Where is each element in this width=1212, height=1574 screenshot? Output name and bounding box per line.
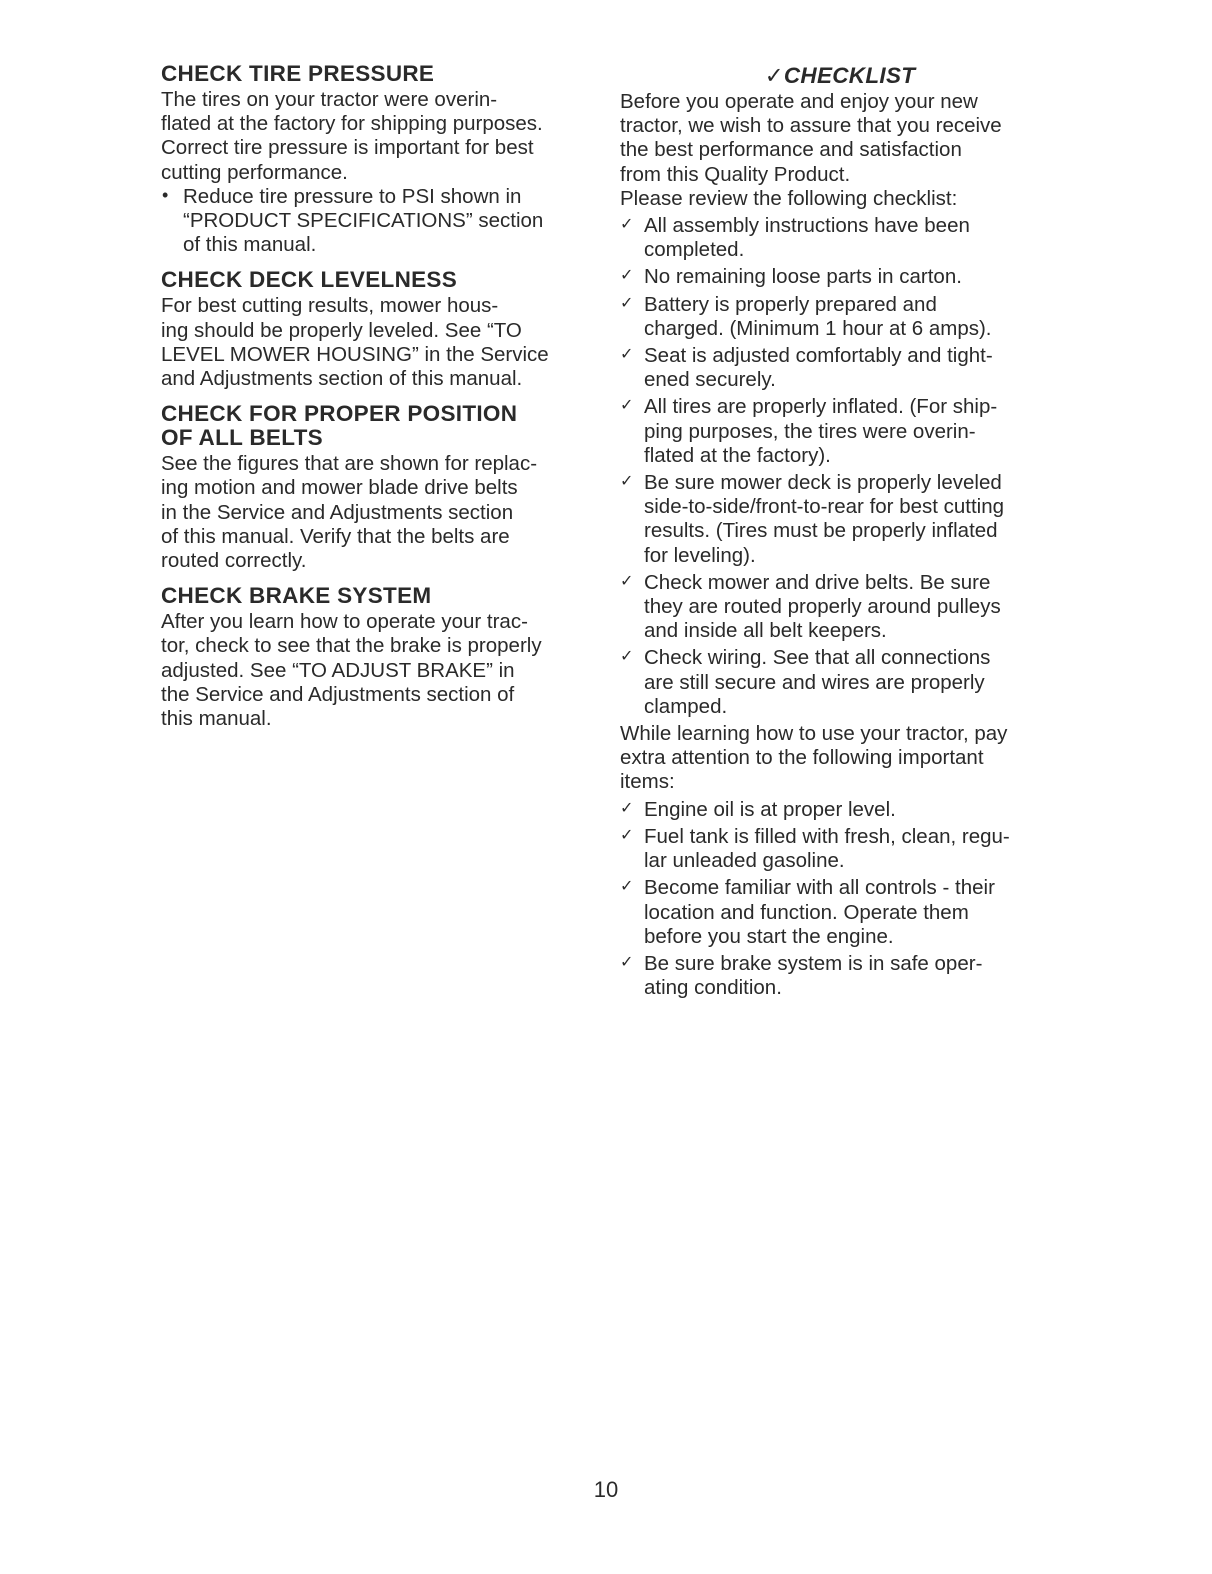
checklist-item	[620, 876, 1060, 949]
section-heading: CHECK BRAKE SYSTEM	[161, 583, 432, 609]
checklist-item-text: Engine oil is at proper level.	[644, 797, 896, 821]
section-body: See the figures that are shown for replac- ing motion and mower blade drive belts in the Service and Adjustments section of this manual. Verify that the belts are routed correctly.	[161, 452, 538, 573]
checklist-items	[620, 214, 1060, 719]
right-column	[620, 62, 1060, 1000]
checklist-item-text: Become familiar with all controls - their location and function. Operate them before you start the engine.	[644, 876, 995, 948]
checklist-item-text: All assembly instructions have been completed.	[644, 214, 970, 262]
deck-levelness-section	[161, 268, 593, 391]
checkmark-icon: ✓	[620, 799, 634, 817]
checklist-item	[620, 395, 1060, 468]
checklist-heading: ✓CHECKLIST	[764, 63, 916, 88]
checklist-item-text: No remaining loose parts in carton.	[644, 265, 962, 289]
checklist-item-text: Battery is properly prepared and charged. (Minimum 1 hour at 6 amps).	[644, 292, 992, 340]
checklist-item-text: All tires are properly inflated. (For ship- ping purposes, the tires were overin- flated at the factory).	[644, 395, 998, 467]
while-learning-text: While learning how to use your tractor, pay extra attention to the following important items:	[620, 722, 1008, 794]
checkmark-icon: ✓	[620, 216, 634, 234]
checklist-item	[620, 214, 1060, 262]
section-heading: CHECK FOR PROPER POSITION OF ALL BELTS	[161, 401, 518, 451]
checklist-item	[620, 646, 1060, 719]
checkmark-icon: ✓	[620, 826, 634, 844]
checklist-item-text: Check wiring. See that all connections are still secure and wires are properly clamped.	[644, 646, 991, 718]
checklist-item	[620, 825, 1060, 873]
checklist-item	[620, 344, 1060, 392]
checkmark-icon: ✓	[620, 294, 634, 312]
checkmark-icon: ✓	[620, 473, 634, 491]
bullet-text: Reduce tire pressure to PSI shown in “PRODUCT SPECIFICATIONS” section of this manual.	[183, 184, 544, 257]
belts-section	[161, 402, 593, 573]
tire-pressure-section	[161, 62, 593, 257]
section-body: For best cutting results, mower hous- ing should be properly leveled. See “TO LEVEL MOWER HOUSING” in the Service and Adjustments section of this manual.	[161, 294, 549, 391]
section-body: The tires on your tractor were overin- flated at the factory for shipping purposes. Correct tire pressure is important for best cutting performance.	[161, 88, 543, 184]
checkmark-icon: ✓	[620, 953, 634, 971]
checkmark-icon: ✓	[620, 572, 634, 590]
checklist-item	[620, 265, 1060, 289]
checklist-item-text: Check mower and drive belts. Be sure they are routed properly around pulleys and inside all belt keepers.	[644, 570, 1001, 643]
bullet-item	[161, 185, 593, 258]
checkmark-icon: ✓	[620, 878, 634, 896]
checklist-item	[620, 798, 1060, 822]
page-number: 10	[593, 1477, 619, 1502]
left-column	[161, 62, 593, 731]
checklist-item-text: Be sure brake system is in safe oper- ating condition.	[644, 951, 983, 1000]
checkmark-icon: ✓	[620, 346, 634, 364]
checklist-item	[620, 571, 1060, 644]
section-heading: CHECK TIRE PRESSURE	[161, 61, 435, 86]
checklist-item-text: Be sure mower deck is properly leveled side-to-side/front-to-rear for best cutting results. (Tires must be properly inflated for leveling).	[644, 471, 1005, 567]
checkmark-icon: ✓	[620, 648, 634, 666]
checkmark-icon: ✓	[620, 397, 634, 415]
checklist-item-text: Fuel tank is filled with fresh, clean, regu- lar unleaded gasoline.	[644, 824, 1010, 873]
important-items	[620, 798, 1060, 1001]
section-heading: CHECK DECK LEVELNESS	[161, 267, 458, 293]
checkmark-icon: ✓	[620, 267, 634, 285]
bullet-icon: •	[162, 184, 169, 205]
checklist-intro: Before you operate and enjoy your new tractor, we wish to assure that you receive the best performance and satisfaction from this Quality Product. Please review the following checklist:	[620, 90, 1002, 210]
checklist-item	[620, 952, 1060, 1000]
checklist-item	[620, 293, 1060, 341]
checklist-item	[620, 471, 1060, 568]
checklist-item-text: Seat is adjusted comfortably and tight- ened securely.	[644, 344, 993, 392]
brake-section	[161, 584, 593, 731]
section-body: After you learn how to operate your trac- tor, check to see that the brake is properly adjusted. See “TO ADJUST BRAKE” in the Service and Adjustments section of this manual.	[161, 610, 542, 731]
